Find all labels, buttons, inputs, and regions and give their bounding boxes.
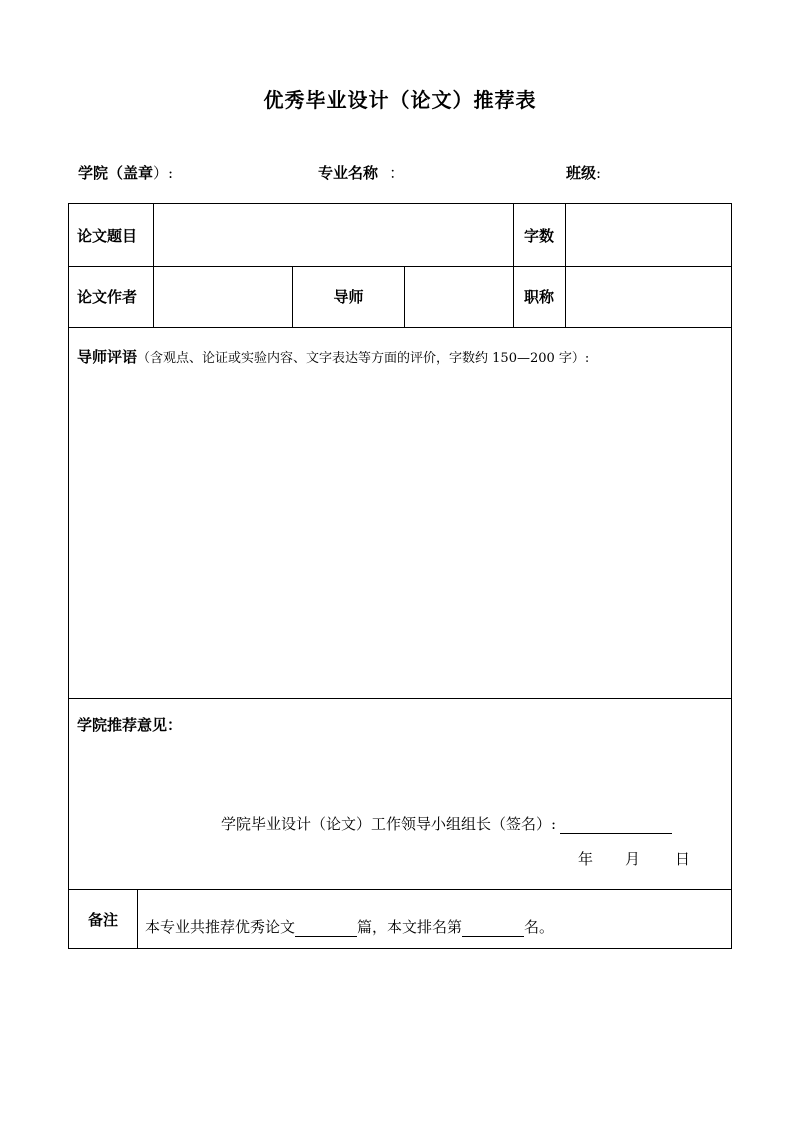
advisor-comment-hint: （含观点、论证或实验内容、文字表达等方面的评价，字数约 150—200 字）: [137,351,590,366]
date-year: 年 [578,850,594,868]
college-opinion-label: 学院推荐意见： [77,716,183,734]
advisor-comment-heading [77,346,589,367]
advisor-value[interactable] [405,266,513,327]
thesis-title-value[interactable] [154,204,513,266]
column-divider [137,889,138,949]
page-title: 优秀毕业设计（论文）推荐表 [263,88,537,112]
row-divider [69,889,731,890]
recommendation-form-table [68,203,732,949]
college-seal-label: 学院（盖章 [78,164,154,182]
row-divider [69,327,731,328]
college-seal-field [78,162,173,183]
rank-label: 职称 [523,288,554,306]
leader-signature-text: 学院毕业设计（论文）工作领导小组组长（签名）: [221,815,557,833]
college-seal-suffix: ）: [153,164,174,182]
rank-position-blank[interactable] [462,922,524,937]
row-divider [69,698,731,699]
rank-value[interactable] [566,266,731,327]
note-content [145,916,554,937]
advisor-comment-label: 导师评语 [77,348,138,366]
leader-signature-line [221,813,672,834]
class-suffix: : [596,164,602,182]
class-label: 班级 [566,164,597,182]
major-name-suffix: ： [389,164,405,182]
word-count-label: 字数 [523,226,554,245]
major-name-field [318,162,404,183]
major-name-label: 专业名称 [318,164,379,182]
note-part3: 名。 [524,918,555,936]
note-label: 备注 [87,910,118,929]
word-count-value[interactable] [566,204,731,266]
signature-blank[interactable] [560,817,672,834]
date-month: 月 [625,850,641,868]
class-field [566,162,601,183]
date-day: 日 [675,850,691,868]
thesis-title-label: 论文题目 [77,226,138,245]
recommended-count-blank[interactable] [295,922,357,937]
note-part2: 篇，本文排名第 [357,918,463,936]
advisor-label: 导师 [333,288,364,306]
author-label: 论文作者 [77,288,138,306]
note-part1: 本专业共推荐优秀论文 [145,918,296,936]
author-value[interactable] [154,266,292,327]
